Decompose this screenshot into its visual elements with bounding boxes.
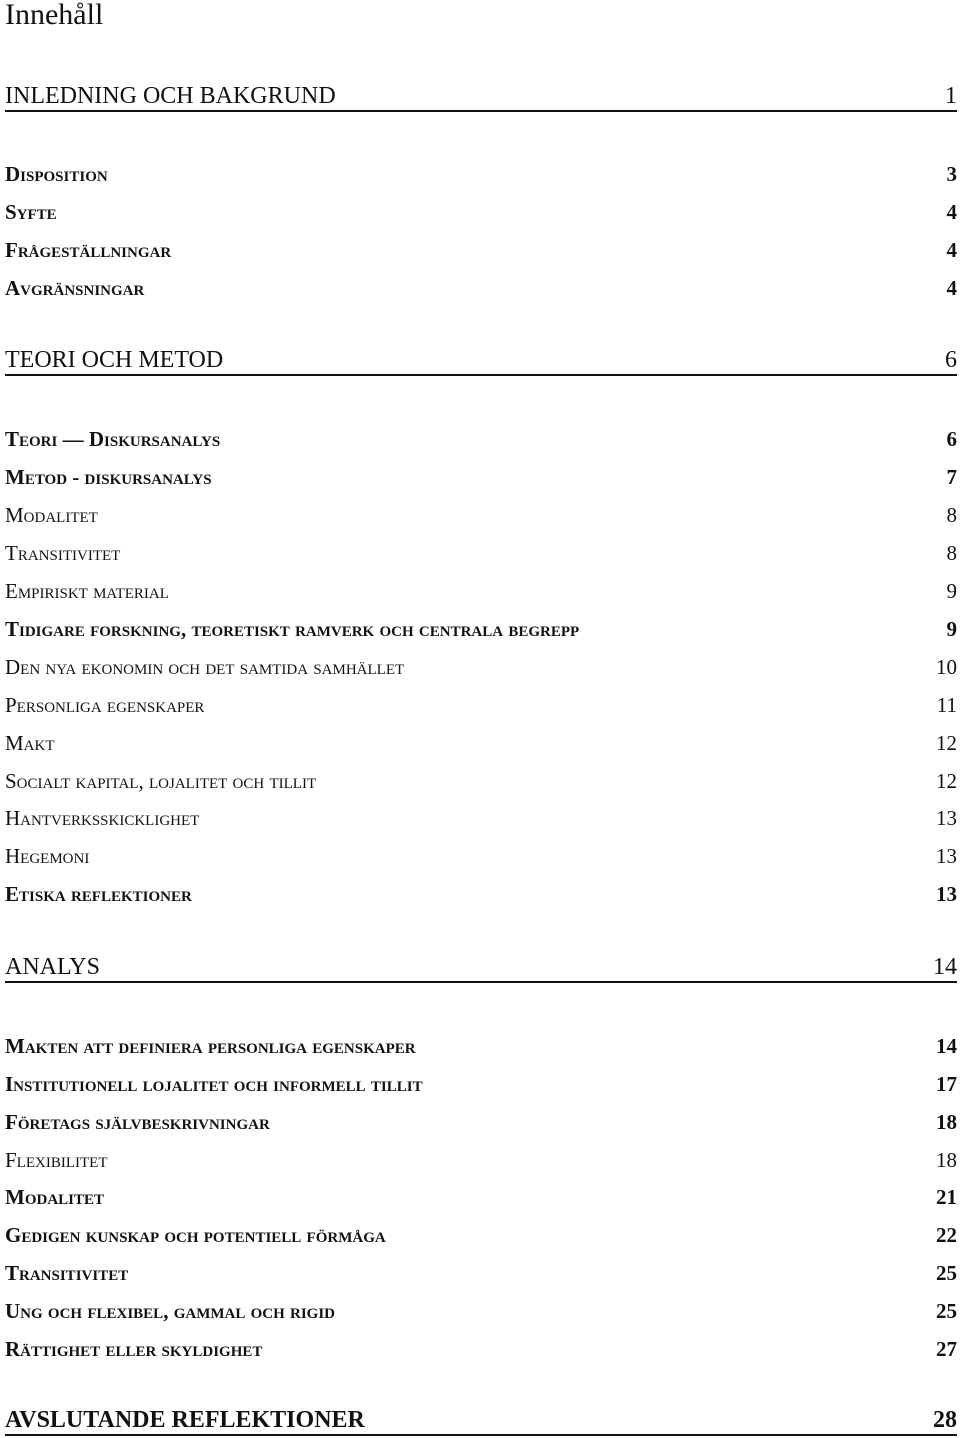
toc-entry-page: 10 xyxy=(936,655,957,679)
toc-section-hegemoni[interactable] xyxy=(5,841,957,869)
toc-chapter-avslutande-reflektioner[interactable] xyxy=(5,1406,957,1436)
toc-entry-page: 6 xyxy=(946,427,957,451)
toc-entry-title: Företags självbeskrivningar xyxy=(5,1110,270,1134)
toc-entry-page: 18 xyxy=(936,1110,957,1134)
toc-entry-title: AVSLUTANDE REFLEKTIONER xyxy=(5,1407,365,1433)
toc-entry-page: 8 xyxy=(946,541,957,565)
toc-section-tidigare-forskning[interactable] xyxy=(5,614,957,642)
toc-chapter-inledning[interactable] xyxy=(5,82,957,112)
toc-entry-title: Modalitet xyxy=(5,1185,105,1209)
toc-entry-title: Hantverksskicklighet xyxy=(5,806,200,830)
toc-section-rattighet-eller-skyldighet[interactable] xyxy=(5,1334,957,1362)
toc-section-etiska-reflektioner[interactable] xyxy=(5,879,957,907)
toc-entry-title: Tidigare forskning, teoretiskt ramverk och centrala begrepp xyxy=(5,617,580,641)
toc-section-teori-diskursanalys[interactable] xyxy=(5,424,957,452)
toc-entry-title: Socialt kapital, lojalitet och tillit xyxy=(5,769,317,793)
toc-entry-page: 1 xyxy=(945,83,957,109)
toc-entry-title: Makten att definiera personliga egenskaper xyxy=(5,1034,416,1058)
toc-entry-title: Personliga egenskaper xyxy=(5,693,205,717)
toc-entry-page: 13 xyxy=(936,844,957,868)
toc-section-gedigen-kunskap[interactable] xyxy=(5,1220,957,1248)
toc-entry-title: Disposition xyxy=(5,162,108,186)
toc-entry-page: 18 xyxy=(936,1148,957,1172)
toc-section-avgransningar[interactable] xyxy=(5,273,957,301)
toc-section-transitivitet[interactable] xyxy=(5,538,957,566)
toc-entry-page: 6 xyxy=(945,347,957,373)
toc-section-empiriskt-material[interactable] xyxy=(5,576,957,604)
toc-entry-title: Teori — Diskursanalys xyxy=(5,427,221,451)
toc-section-flexibilitet[interactable] xyxy=(5,1145,957,1173)
toc-entry-title: Makt xyxy=(5,731,55,755)
toc-entry-title: INLEDNING OCH BAKGRUND xyxy=(5,83,336,109)
toc-entry-page: 14 xyxy=(933,954,957,980)
toc-entry-title: Gedigen kunskap och potentiell förmåga xyxy=(5,1223,386,1247)
toc-section-socialt-kapital[interactable] xyxy=(5,766,957,794)
toc-chapter-teori-och-metod[interactable] xyxy=(5,346,957,376)
toc-entry-title: Institutionell lojalitet och informell tillit xyxy=(5,1072,423,1096)
toc-entry-page: 12 xyxy=(936,769,957,793)
toc-entry-title: Ung och flexibel, gammal och rigid xyxy=(5,1299,336,1323)
page-title: Innehåll xyxy=(5,0,104,31)
toc-section-makt[interactable] xyxy=(5,728,957,756)
toc-section-ung-och-flexibel[interactable] xyxy=(5,1296,957,1324)
toc-entry-page: 3 xyxy=(946,162,957,186)
toc-entry-page: 22 xyxy=(936,1223,957,1247)
toc-section-foretags-sjalvbeskrivningar[interactable] xyxy=(5,1107,957,1135)
toc-entry-page: 9 xyxy=(946,579,957,603)
toc-entry-page: 25 xyxy=(936,1299,957,1323)
toc-entry-title: Hegemoni xyxy=(5,844,90,868)
toc-entry-page: 27 xyxy=(936,1337,957,1361)
toc-entry-title: Den nya ekonomin och det samtida samhället xyxy=(5,655,405,679)
toc-section-transitivitet-analys[interactable] xyxy=(5,1258,957,1286)
toc-entry-page: 7 xyxy=(946,465,957,489)
toc-entry-title: Transitivitet xyxy=(5,541,121,565)
toc-entry-page: 11 xyxy=(936,693,957,717)
toc-entry-title: Transitivitet xyxy=(5,1261,129,1285)
toc-entry-page: 17 xyxy=(936,1072,957,1096)
toc-entry-page: 25 xyxy=(936,1261,957,1285)
toc-entry-title: Etiska reflektioner xyxy=(5,882,192,906)
toc-chapter-analys[interactable] xyxy=(5,953,957,983)
toc-entry-title: Avgränsningar xyxy=(5,276,145,300)
toc-section-modalitet-analys[interactable] xyxy=(5,1182,957,1210)
toc-entry-page: 4 xyxy=(946,200,957,224)
toc-entry-page: 9 xyxy=(946,617,957,641)
toc-section-hantverksskicklighet[interactable] xyxy=(5,803,957,831)
toc-section-metod-diskursanalys[interactable] xyxy=(5,462,957,490)
toc-entry-title: Flexibilitet xyxy=(5,1148,108,1172)
toc-entry-page: 14 xyxy=(936,1034,957,1058)
toc-section-personliga-egenskaper[interactable] xyxy=(5,690,957,718)
toc-section-makten-att-definiera[interactable] xyxy=(5,1031,957,1059)
toc-entry-page: 12 xyxy=(936,731,957,755)
toc-entry-page: 21 xyxy=(936,1185,957,1209)
toc-section-institutionell-lojalitet[interactable] xyxy=(5,1069,957,1097)
toc-section-fragestallningar[interactable] xyxy=(5,235,957,263)
toc-entry-page: 28 xyxy=(933,1407,957,1433)
toc-section-modalitet[interactable] xyxy=(5,500,957,528)
toc-entry-page: 8 xyxy=(946,503,957,527)
toc-section-syfte[interactable] xyxy=(5,197,957,225)
toc-entry-title: Empiriskt material xyxy=(5,579,169,603)
toc-entry-title: Metod - diskursanalys xyxy=(5,465,212,489)
toc-entry-title: Syfte xyxy=(5,200,57,224)
toc-section-nya-ekonomin[interactable] xyxy=(5,652,957,680)
toc-entry-title: Modalitet xyxy=(5,503,98,527)
toc-section-disposition[interactable] xyxy=(5,159,957,187)
toc-entry-page: 13 xyxy=(936,806,957,830)
toc-entry-title: TEORI OCH METOD xyxy=(5,347,224,373)
toc-entry-title: ANALYS xyxy=(5,954,100,980)
toc-entry-title: Frågeställningar xyxy=(5,238,172,262)
toc-entry-page: 4 xyxy=(946,276,957,300)
toc-entry-title: Rättighet eller skyldighet xyxy=(5,1337,263,1361)
toc-entry-page: 13 xyxy=(936,882,957,906)
toc-entry-page: 4 xyxy=(946,238,957,262)
